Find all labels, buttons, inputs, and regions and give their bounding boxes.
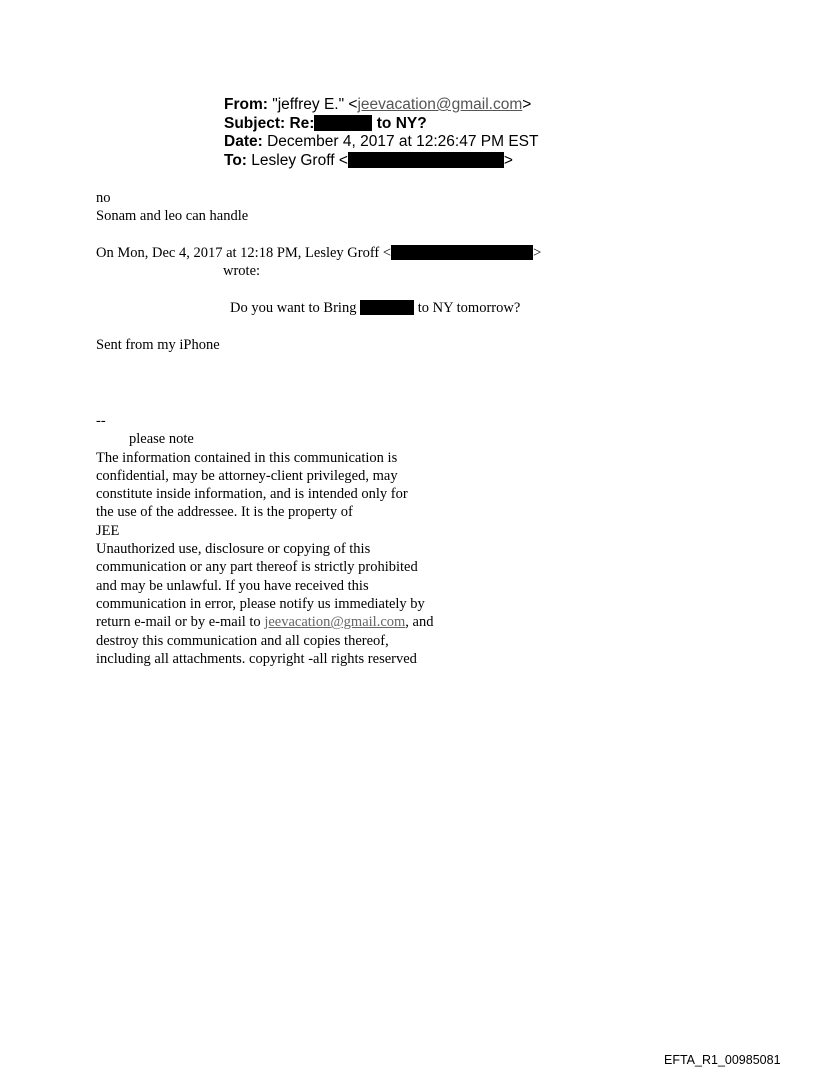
disclaimer-line: communication or any part thereof is strictly prohibited (96, 559, 418, 576)
subject-row (224, 115, 538, 134)
disclaimer-line: destroy this communication and all copies thereof, (96, 632, 389, 649)
disclaimer-line: constitute inside information, and is intended only for (96, 486, 408, 503)
disclaimer-line: The information contained in this communication is (96, 449, 398, 466)
return-suffix: , and (405, 614, 434, 631)
disclaimer-line: including all attachments. copyright -all rights reserved (96, 650, 417, 667)
to-close: > (503, 151, 513, 169)
quote-wrote: wrote: (223, 263, 261, 279)
redaction-box (391, 245, 533, 260)
disclaimer-line: confidential, may be attorney-client privileged, may (96, 467, 398, 484)
quoted-message-part1: Do you want to Bring (230, 300, 357, 316)
disclaimer-line: the use of the addressee. It is the property of (96, 504, 353, 521)
redaction-box (360, 300, 414, 315)
quoted-message (230, 299, 520, 317)
from-close: > (522, 96, 532, 113)
subject-suffix: to NY? (376, 114, 427, 132)
to-label: To: (224, 151, 247, 169)
date-label: Date: (224, 133, 263, 150)
disclaimer (96, 412, 433, 668)
from-row (224, 96, 538, 115)
redaction-box (314, 115, 372, 131)
email-header (224, 96, 538, 170)
to-name: Lesley Groff < (251, 151, 348, 169)
date-value: December 4, 2017 at 12:26:47 PM EST (267, 133, 539, 150)
disclaimer-line: and may be unlawful. If you have received this (96, 577, 369, 594)
reply-line-1: no (96, 190, 111, 206)
reply-line-2: Sonam and leo can handle (96, 208, 249, 224)
from-name: "jeffrey E." < (272, 96, 358, 113)
bates-number: EFTA_R1_00985081 (664, 1053, 781, 1067)
disclaimer-line: Unauthorized use, disclosure or copying of this (96, 541, 371, 558)
quote-intro (96, 244, 541, 262)
signature-dash: -- (96, 413, 106, 429)
quote-intro-text: On Mon, Dec 4, 2017 at 12:18 PM, Lesley Groff < (96, 245, 392, 261)
redaction-box (348, 152, 504, 168)
please-note: please note (129, 431, 194, 448)
date-row (224, 133, 538, 152)
from-label: From: (224, 96, 268, 113)
to-row (224, 152, 538, 171)
quoted-message-part2: to NY tomorrow? (417, 300, 521, 316)
disclaimer-line: communication in error, please notify us immediately by (96, 595, 425, 612)
return-prefix: return e-mail or by e-mail to (96, 614, 265, 631)
disclaimer-email-link[interactable]: jeevacation@gmail.com (264, 614, 406, 631)
sent-from-signature: Sent from my iPhone (96, 337, 220, 353)
subject-label: Subject: (224, 114, 286, 132)
quote-intro-close: > (533, 245, 542, 261)
from-email-link[interactable]: jeevacation@gmail.com (357, 96, 523, 113)
disclaimer-return-line (96, 613, 433, 631)
disclaimer-line: JEE (96, 522, 120, 539)
subject-prefix: Re: (289, 114, 315, 132)
